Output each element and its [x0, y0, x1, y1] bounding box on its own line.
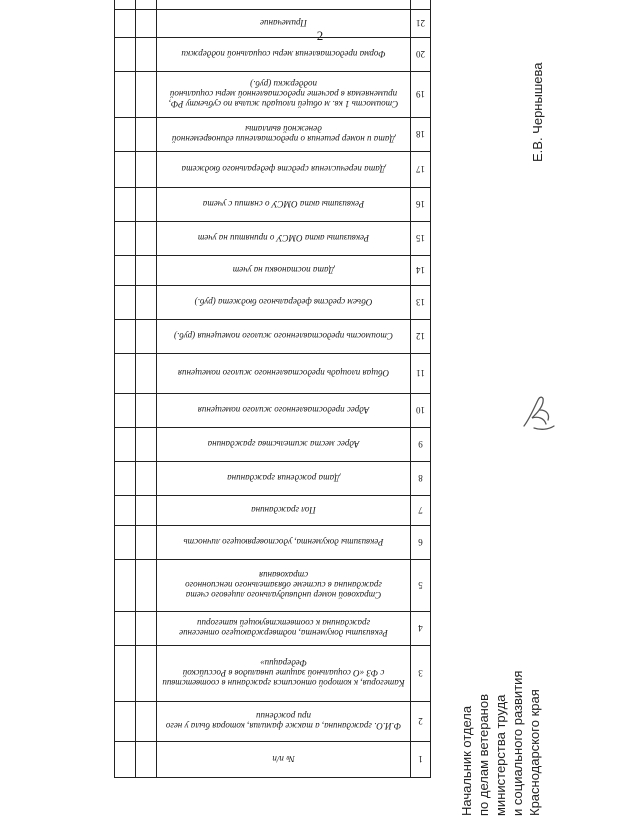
table-row — [115, 560, 431, 612]
row-number: 1 — [411, 742, 431, 778]
table-row — [115, 10, 431, 38]
row-label: Реквизиты акта ОМСУ о снятии с учета — [157, 188, 411, 222]
empty-value-cell — [115, 10, 136, 38]
row-number: 4 — [411, 612, 431, 646]
empty-value-cell — [115, 286, 136, 320]
row-label: Реквизиты документа, подтверждающего отнесение гражданина к соответствующей категории — [157, 612, 411, 646]
row-number: 15 — [411, 222, 431, 256]
table-row — [115, 462, 431, 496]
row-label: Дата перечисления средств федерального бюджета — [157, 152, 411, 188]
empty-value-cell — [136, 0, 157, 10]
empty-value-cell — [115, 646, 136, 702]
empty-value-cell — [115, 320, 136, 354]
empty-value-cell — [136, 612, 157, 646]
table-row — [115, 256, 431, 286]
empty-value-cell — [115, 256, 136, 286]
table-row — [115, 646, 431, 702]
signature-line-3: министерства труда — [493, 694, 508, 816]
row-label: № п/п — [157, 742, 411, 778]
empty-value-cell — [115, 152, 136, 188]
empty-value-cell — [136, 72, 157, 118]
row-label: Реквизиты документа, удостоверяющего личность — [157, 526, 411, 560]
signature-line-1: Начальник отдела — [459, 705, 474, 816]
row-label: Дата постановки на учет — [157, 256, 411, 286]
row-number — [411, 0, 431, 10]
table-row — [115, 0, 431, 10]
empty-value-cell — [136, 286, 157, 320]
signature-block — [458, 671, 543, 816]
signatory-name: Е.В. Чернышева — [530, 62, 545, 162]
row-number: 6 — [411, 526, 431, 560]
empty-value-cell — [136, 560, 157, 612]
empty-value-cell — [115, 188, 136, 222]
empty-value-cell — [115, 742, 136, 778]
empty-value-cell — [136, 462, 157, 496]
row-label: Ф.И.О. гражданина, а также фамилия, которая была у него при рождении — [157, 702, 411, 742]
row-label: Адрес места жительства гражданина — [157, 428, 411, 462]
table-row — [115, 702, 431, 742]
register-table-body — [115, 0, 431, 778]
row-label: Стоимость предоставленного жилого помещения (руб.) — [157, 320, 411, 354]
empty-value-cell — [136, 10, 157, 38]
empty-value-cell — [136, 742, 157, 778]
table-row — [115, 496, 431, 526]
empty-value-cell — [136, 702, 157, 742]
empty-value-cell — [115, 526, 136, 560]
empty-value-cell — [115, 702, 136, 742]
table-row — [115, 72, 431, 118]
signature-line-2: по делам ветеранов — [476, 693, 491, 816]
table-row — [115, 188, 431, 222]
row-number: 5 — [411, 560, 431, 612]
table-row — [115, 526, 431, 560]
row-label: Дата и номер решения о предоставлении единовременной денежной выплаты — [157, 118, 411, 152]
empty-value-cell — [115, 428, 136, 462]
empty-value-cell — [115, 354, 136, 394]
table-row — [115, 152, 431, 188]
empty-value-cell — [115, 496, 136, 526]
row-label: Примечание — [157, 10, 411, 38]
empty-value-cell — [115, 560, 136, 612]
empty-value-cell — [115, 222, 136, 256]
empty-value-cell — [115, 612, 136, 646]
empty-value-cell — [136, 38, 157, 72]
row-number: 9 — [411, 428, 431, 462]
row-number: 17 — [411, 152, 431, 188]
signature-line-5: Краснодарского края — [527, 689, 542, 816]
row-label: Пол гражданина — [157, 496, 411, 526]
page-number: 2 — [316, 28, 324, 43]
row-label: Объем средств федерального бюджета (руб.) — [157, 286, 411, 320]
empty-value-cell — [136, 496, 157, 526]
table-row — [115, 394, 431, 428]
table-row — [115, 222, 431, 256]
table-row — [115, 742, 431, 778]
empty-value-cell — [136, 256, 157, 286]
empty-value-cell — [136, 428, 157, 462]
empty-value-cell — [136, 188, 157, 222]
empty-value-cell — [136, 526, 157, 560]
register-table-rotated — [115, 18, 431, 778]
row-number: 16 — [411, 188, 431, 222]
row-label: Реквизиты акта ОМСУ о принятии на учет — [157, 222, 411, 256]
empty-value-cell — [115, 462, 136, 496]
row-label: Дата рождения гражданина — [157, 462, 411, 496]
row-number: 2 — [411, 702, 431, 742]
row-number: 19 — [411, 72, 431, 118]
row-number: 10 — [411, 394, 431, 428]
row-number: 14 — [411, 256, 431, 286]
empty-value-cell — [136, 152, 157, 188]
empty-value-cell — [115, 0, 136, 10]
row-label — [157, 0, 411, 10]
row-number: 13 — [411, 286, 431, 320]
row-number: 20 — [411, 38, 431, 72]
row-number: 8 — [411, 462, 431, 496]
empty-value-cell — [136, 222, 157, 256]
row-number: 3 — [411, 646, 431, 702]
table-row — [115, 118, 431, 152]
empty-value-cell — [136, 354, 157, 394]
table-row — [115, 320, 431, 354]
empty-value-cell — [115, 394, 136, 428]
row-number: 21 — [411, 10, 431, 38]
empty-value-cell — [115, 118, 136, 152]
table-row — [115, 612, 431, 646]
row-label: Категория, к которой относится гражданин в соответствии с ФЗ «О социальной защите инвалидов в Российской Федерации» — [157, 646, 411, 702]
row-number: 18 — [411, 118, 431, 152]
table-row — [115, 38, 431, 72]
empty-value-cell — [115, 38, 136, 72]
row-number: 7 — [411, 496, 431, 526]
table-row — [115, 286, 431, 320]
table-row — [115, 428, 431, 462]
empty-value-cell — [136, 118, 157, 152]
row-number: 11 — [411, 354, 431, 394]
row-label: Общая площадь предоставленного жилого помещения — [157, 354, 411, 394]
row-number: 12 — [411, 320, 431, 354]
signature-line-4: и социального развития — [510, 670, 525, 816]
row-label: Стоимость 1 кв. м общей площади жилья по субъекту РФ, применяемая в расчете предоставленной меры социальной поддержки (руб.) — [157, 72, 411, 118]
empty-value-cell — [136, 646, 157, 702]
handwritten-signature — [516, 388, 560, 436]
register-table — [114, 0, 431, 778]
table-row — [115, 354, 431, 394]
row-label: Форма предоставления меры социальной поддержки — [157, 38, 411, 72]
empty-value-cell — [136, 394, 157, 428]
empty-value-cell — [115, 72, 136, 118]
empty-value-cell — [136, 320, 157, 354]
row-label: Адрес предоставленного жилого помещения — [157, 394, 411, 428]
row-label: Страховой номер индивидуального лицевого счета гражданина в системе обязательного пенсионного страхования — [157, 560, 411, 612]
